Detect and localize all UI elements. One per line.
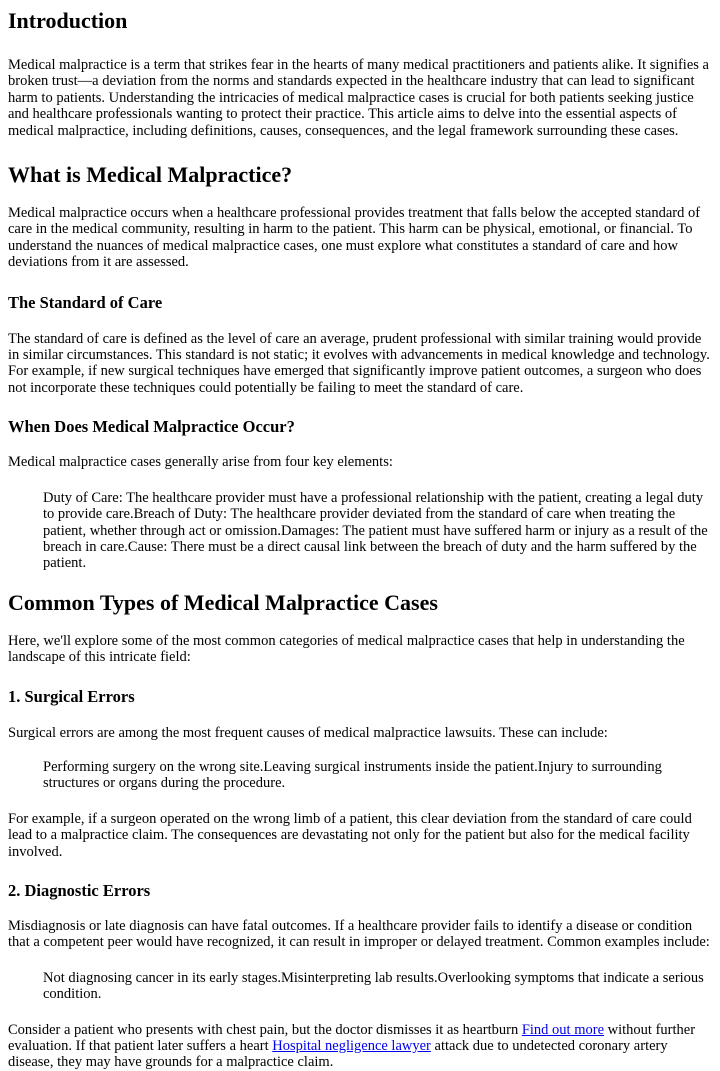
- heading-diagnostic-errors: 2. Diagnostic Errors: [8, 880, 151, 900]
- paragraph-standard-of-care: The standard of care is defined as the level of care an average, prudent professional with similar training would provide in similar circumstances. This standard is not static; it evolves with advancements in medical knowledge and technology. For example, if new surgical techniques have emerged that significantly improve patient outcomes, a surgeon who does not incorporate these techniques could potentially be failing to meet the standard of care.: [8, 330, 710, 396]
- paragraph-introduction: Medical malpractice is a term that strikes fear in the hearts of many medical practitioners and patients alike. It signifies a broken trust—a deviation from the norms and standards expected in the healthcare industry that can lead to significant harm to patients. Understanding the intricacies of medical malpractice cases is crucial for both patients seeking justice and healthcare professionals wanting to protect their practice. This article aims to delve into the essential aspects of medical malpractice, including definitions, causes, consequences, and the legal framework surrounding these cases.: [8, 57, 709, 139]
- diagnostic-example-text-3: attack due to undetected coronary artery disease, they may have grounds for a malpractice claim.: [8, 1038, 668, 1071]
- diagnostic-errors-list: Not diagnosing cancer in its early stages.Misinterpreting lab results.Overlooking symptoms that indicate a serious condition.: [43, 969, 704, 1003]
- paragraph-common-types: Here, we'll explore some of the most common categories of medical malpractice cases that help in understanding the landscape of this intricate field:: [8, 632, 685, 666]
- heading-when-does-malpractice-occur: When Does Medical Malpractice Occur?: [8, 417, 295, 437]
- paragraph-diagnostic-example: [8, 1022, 712, 1071]
- paragraph-what-is-medical-malpractice: Medical malpractice occurs when a healthcare professional provides treatment that falls below the accepted standard of care in the medical community, resulting in harm to the patient. This harm can be physical, emotional, or financial. To understand the nuances of medical malpractice cases, one must explore what constitutes a standard of care and how deviations from it are assessed.: [8, 205, 701, 271]
- heading-introduction: Introduction: [8, 8, 128, 33]
- heading-common-types: Common Types of Medical Malpractice Cases: [8, 589, 438, 615]
- key-elements-list: Duty of Care: The healthcare provider must have a professional relationship with the patient, creating a legal duty to provide care.Breach of Duty: The healthcare provider deviated from the standard of care when treating the patient, whether through act or omission.Damages: The patient must have suffered harm or injury as a result of the breach in care.Cause: There must be a direct causal link between the breach of duty and the harm suffered by the patient.: [43, 489, 708, 572]
- find-out-more-link[interactable]: Find out more: [521, 1021, 605, 1038]
- heading-what-is-medical-malpractice: What is Medical Malpractice?: [8, 162, 293, 188]
- paragraph-surgical-errors: Surgical errors are among the most frequent causes of medical malpractice lawsuits. These can include:: [8, 724, 608, 741]
- heading-surgical-errors: 1. Surgical Errors: [8, 686, 135, 706]
- hospital-negligence-lawyer-link[interactable]: Hospital negligence lawyer: [272, 1038, 431, 1054]
- paragraph-diagnostic-errors: Misdiagnosis or late diagnosis can have fatal outcomes. If a healthcare provider fails to identify a disease or condition that a competent peer would have recognized, it can result in improper or delayed treatment. Common examples include:: [8, 917, 710, 951]
- heading-standard-of-care: The Standard of Care: [8, 292, 163, 312]
- diagnostic-example-text-2: without further evaluation. If that patient later suffers a heart: [8, 1021, 696, 1054]
- diagnostic-example-text-1: Consider a patient who presents with chest pain, but the doctor dismisses it as heartburn: [8, 1021, 522, 1038]
- paragraph-key-elements-intro: Medical malpractice cases generally arise from four key elements:: [8, 454, 393, 471]
- paragraph-surgical-example: For example, if a surgeon operated on the wrong limb of a patient, this clear deviation from the standard of care could lead to a malpractice claim. The consequences are devastating not only for the patient but also for the medical facility involved.: [8, 810, 692, 860]
- surgical-errors-list: Performing surgery on the wrong site.Leaving surgical instruments inside the patient.Injury to surrounding structures or organs during the procedure.: [43, 758, 662, 792]
